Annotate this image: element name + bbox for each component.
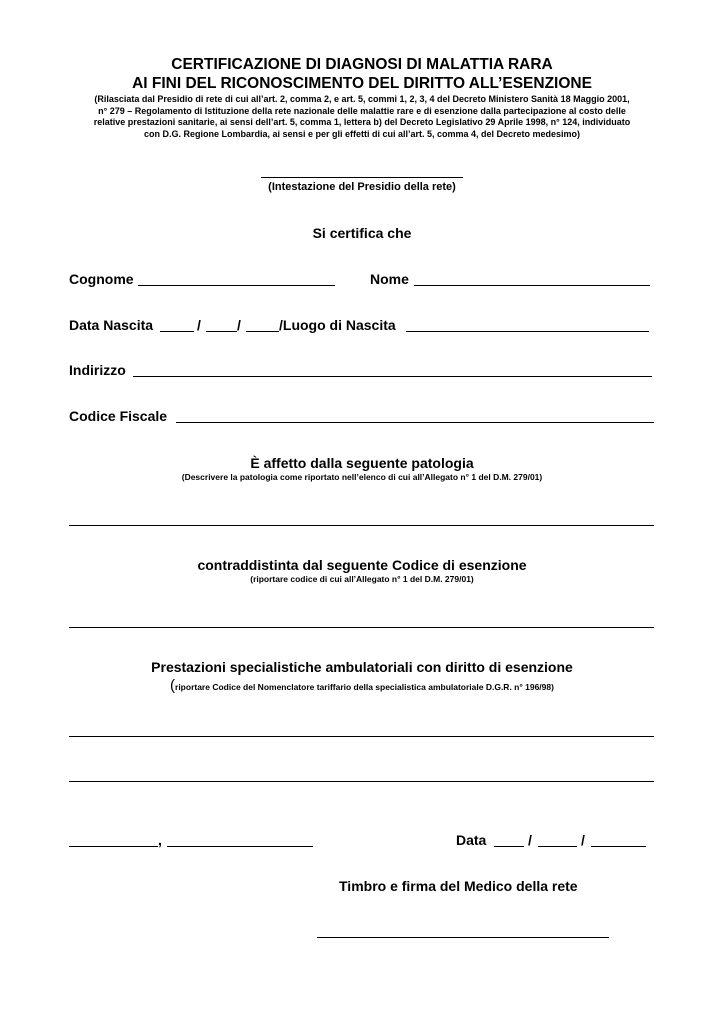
presidio-caption: (Intestazione del Presidio della rete) [268, 181, 456, 193]
luogo-data-field[interactable] [167, 846, 313, 847]
cognome-label: Cognome [69, 271, 134, 287]
subtitle-line-1: (Rilasciata dal Presidio di rete di cui all’art. 2, comma 2, e art. 5, commi 1, 2, 3, 4 del Decreto Ministero Sanità 18 Maggio 2001, [94, 94, 630, 104]
cognome-field[interactable] [138, 285, 335, 286]
codice-fiscale-field[interactable] [176, 422, 654, 423]
codice-esenzione-heading: contraddistinta dal seguente Codice di esenzione [197, 557, 527, 573]
prestazioni-note [0, 677, 724, 694]
data-label: Data [456, 832, 487, 848]
presidio-signature-line[interactable] [261, 177, 463, 178]
codice-esenzione-note: (riportare codice di cui all’Allegato n° 1 del D.M. 279/01) [250, 574, 474, 584]
data-day-field[interactable] [494, 846, 524, 847]
subtitle-line-3: relative prestazioni sanitarie, ai sensi dell’art. 5, comma 1, lettera b) del Decreto Legislativo 29 Aprile 1998, n° 124, individuato [93, 117, 631, 127]
data-nascita-label: Data Nascita [69, 317, 154, 333]
prestazioni-note-paren: ( [170, 677, 176, 694]
date-separator: / [581, 832, 585, 848]
data-nascita-month-field[interactable] [206, 331, 237, 332]
signature-label: Timbro e firma del Medico della rete [339, 878, 578, 894]
patologia-note: (Descrivere la patologia come riportato nell’elenco di cui all’Allegato n° 1 del D.M. 279/01) [181, 472, 543, 482]
patologia-field[interactable] [69, 525, 654, 526]
data-year-field[interactable] [591, 846, 646, 847]
prestazioni-heading: Prestazioni specialistiche ambulatoriali con diritto di esenzione [151, 659, 573, 675]
data-nascita-day-field[interactable] [160, 331, 194, 332]
luogo-nascita-label: /Luogo di Nascita [279, 317, 396, 333]
date-separator: / [528, 832, 532, 848]
subtitle-line-2: n° 279 – Regolamento di Istituzione della rete nazionale delle malattie rare e di esenzione dalla partecipazione al costo delle [98, 105, 626, 116]
prestazioni-field-2[interactable] [69, 781, 654, 782]
luogo-field[interactable] [69, 846, 158, 847]
luogo-nascita-field[interactable] [406, 331, 649, 332]
title-line-1: CERTIFICAZIONE DI DIAGNOSI DI MALATTIA RARA [171, 56, 553, 73]
prestazioni-field-1[interactable] [69, 736, 654, 737]
comma-separator: , [158, 832, 162, 848]
codice-esenzione-field[interactable] [69, 627, 654, 628]
certifica-heading: Si certifica che [312, 225, 412, 241]
indirizzo-field[interactable] [133, 376, 652, 377]
date-separator: / [197, 317, 201, 333]
prestazioni-note-text: riportare Codice del Nomenclatore tariffario della specialistica ambulatoriale D.G.R. n° 196/98) [175, 682, 554, 692]
indirizzo-label: Indirizzo [69, 362, 126, 378]
nome-label: Nome [370, 271, 409, 287]
patologia-heading: È affetto dalla seguente patologia [250, 455, 474, 471]
data-month-field[interactable] [538, 846, 577, 847]
title-line-2: AI FINI DEL RICONOSCIMENTO DEL DIRITTO ALL’ESENZIONE [132, 75, 592, 92]
date-separator: / [237, 317, 241, 333]
data-nascita-year-field[interactable] [246, 331, 279, 332]
nome-field[interactable] [414, 285, 650, 286]
signature-field[interactable] [317, 937, 609, 938]
subtitle-line-4: con D.G. Regione Lombardia, ai sensi e per gli effetti di cui all’art. 5, comma 4, del Decreto medesimo) [143, 128, 581, 139]
codice-fiscale-label: Codice Fiscale [69, 408, 168, 424]
